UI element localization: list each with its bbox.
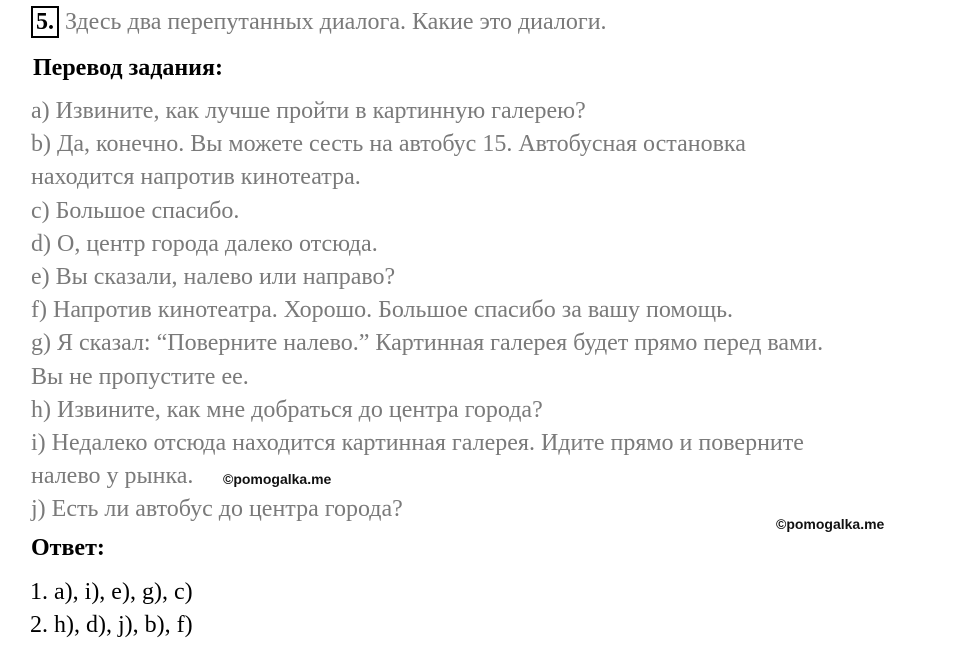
task-header [31, 4, 607, 40]
dialogue-line-h: h) Извините, как мне добраться до центра города? [31, 396, 543, 423]
dialogue-line-j: j) Есть ли автобус до центра города? [31, 496, 403, 523]
dialogue-line-e: e) Вы сказали, налево или направо? [31, 264, 396, 291]
answer-title: Ответ: [31, 535, 105, 561]
watermark: ©pomogalka.me [223, 471, 332, 487]
answer-line-1: 1. a), i), e), g), c) [30, 579, 193, 605]
answer-list [30, 576, 193, 642]
dialogue-line-g-cont: Вы не пропустите ее. [31, 363, 249, 390]
dialogue-list [31, 95, 936, 527]
task-number: 5. [31, 6, 59, 38]
dialogue-line-d: d) О, центр города далеко отсюда. [31, 230, 378, 257]
dialogue-line-g: g) Я сказал: “Поверните налево.” Картинная галерея будет прямо перед вами. [31, 330, 824, 357]
dialogue-line-b: b) Да, конечно. Вы можете сесть на автобус 15. Автобусная остановка [31, 131, 746, 158]
dialogue-line-i-cont: налево у рынка. [31, 463, 194, 490]
task-instruction: Здесь два перепутанных диалога. Какие это диалоги. [65, 9, 607, 35]
translation-title: Перевод задания: [33, 55, 223, 81]
dialogue-line-f: f) Напротив кинотеатра. Хорошо. Большое спасибо за вашу помощь. [31, 297, 734, 324]
dialogue-line-c: c) Большое спасибо. [31, 197, 240, 224]
dialogue-line-i: i) Недалеко отсюда находится картинная галерея. Идите прямо и поверните [31, 430, 804, 457]
answer-line-2: 2. h), d), j), b), f) [30, 612, 193, 638]
dialogue-line-b-cont: находится напротив кинотеатра. [31, 164, 361, 191]
watermark: ©pomogalka.me [776, 516, 885, 532]
dialogue-line-a: a) Извините, как лучше пройти в картинную галерею? [31, 98, 586, 124]
